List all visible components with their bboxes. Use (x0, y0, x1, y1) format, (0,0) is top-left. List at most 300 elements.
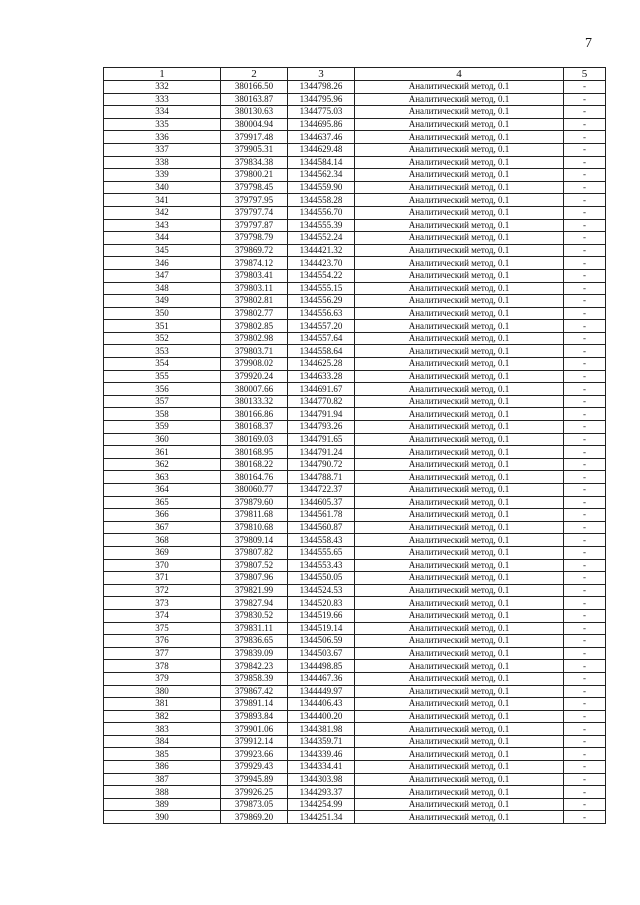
cell-y-coordinate: 1344795.96 (288, 93, 355, 106)
cell-point-number: 373 (104, 597, 221, 610)
cell-description: - (564, 597, 606, 610)
table-row (104, 408, 606, 421)
cell-y-coordinate: 1344449.97 (288, 685, 355, 698)
table-row (104, 358, 606, 371)
cell-point-number: 369 (104, 546, 221, 559)
cell-y-coordinate: 1344556.70 (288, 206, 355, 219)
cell-x-coordinate: 380007.66 (221, 383, 288, 396)
cell-description: - (564, 484, 606, 497)
cell-description: - (564, 257, 606, 270)
table-row (104, 761, 606, 774)
cell-point-number: 361 (104, 446, 221, 459)
table-row (104, 332, 606, 345)
cell-description: - (564, 635, 606, 648)
cell-description: - (564, 698, 606, 711)
cell-method: Аналитический метод, 0.1 (355, 723, 564, 736)
table-row (104, 534, 606, 547)
cell-y-coordinate: 1344506.59 (288, 635, 355, 648)
cell-method: Аналитический метод, 0.1 (355, 206, 564, 219)
table-row (104, 169, 606, 182)
cell-y-coordinate: 1344556.29 (288, 295, 355, 308)
cell-description: - (564, 156, 606, 169)
table-row (104, 282, 606, 295)
cell-description: - (564, 672, 606, 685)
cell-y-coordinate: 1344359.71 (288, 735, 355, 748)
cell-method: Аналитический метод, 0.1 (355, 395, 564, 408)
cell-method: Аналитический метод, 0.1 (355, 118, 564, 131)
cell-x-coordinate: 380168.37 (221, 421, 288, 434)
cell-point-number: 371 (104, 572, 221, 585)
cell-description: - (564, 433, 606, 446)
cell-y-coordinate: 1344381.98 (288, 723, 355, 736)
cell-description: - (564, 269, 606, 282)
cell-description: - (564, 332, 606, 345)
cell-method: Аналитический метод, 0.1 (355, 786, 564, 799)
cell-point-number: 339 (104, 169, 221, 182)
cell-x-coordinate: 380168.22 (221, 458, 288, 471)
cell-method: Аналитический метод, 0.1 (355, 710, 564, 723)
cell-y-coordinate: 1344558.28 (288, 194, 355, 207)
cell-point-number: 336 (104, 131, 221, 144)
cell-point-number: 364 (104, 484, 221, 497)
cell-method: Аналитический метод, 0.1 (355, 484, 564, 497)
cell-y-coordinate: 1344520.83 (288, 597, 355, 610)
cell-description: - (564, 773, 606, 786)
cell-point-number: 353 (104, 345, 221, 358)
cell-x-coordinate: 379797.95 (221, 194, 288, 207)
cell-y-coordinate: 1344555.65 (288, 546, 355, 559)
cell-description: - (564, 244, 606, 257)
cell-description: - (564, 496, 606, 509)
cell-point-number: 390 (104, 811, 221, 824)
cell-description: - (564, 584, 606, 597)
table-row (104, 257, 606, 270)
table-header-row (104, 68, 606, 81)
column-header-y-coordinate: 3 (288, 68, 355, 81)
cell-y-coordinate: 1344251.34 (288, 811, 355, 824)
table-row (104, 219, 606, 232)
cell-method: Аналитический метод, 0.1 (355, 295, 564, 308)
cell-point-number: 333 (104, 93, 221, 106)
cell-description: - (564, 345, 606, 358)
cell-point-number: 335 (104, 118, 221, 131)
cell-description: - (564, 81, 606, 94)
cell-method: Аналитический метод, 0.1 (355, 811, 564, 824)
cell-point-number: 359 (104, 421, 221, 434)
table-row (104, 370, 606, 383)
cell-description: - (564, 320, 606, 333)
cell-method: Аналитический метод, 0.1 (355, 635, 564, 648)
cell-method: Аналитический метод, 0.1 (355, 421, 564, 434)
cell-method: Аналитический метод, 0.1 (355, 496, 564, 509)
cell-method: Аналитический метод, 0.1 (355, 358, 564, 371)
table-row (104, 685, 606, 698)
cell-method: Аналитический метод, 0.1 (355, 320, 564, 333)
cell-y-coordinate: 1344293.37 (288, 786, 355, 799)
cell-x-coordinate: 379920.24 (221, 370, 288, 383)
column-header-description: 5 (564, 68, 606, 81)
cell-method: Аналитический метод, 0.1 (355, 131, 564, 144)
table-row (104, 320, 606, 333)
cell-point-number: 352 (104, 332, 221, 345)
cell-y-coordinate: 1344554.22 (288, 269, 355, 282)
cell-point-number: 383 (104, 723, 221, 736)
cell-y-coordinate: 1344406.43 (288, 698, 355, 711)
table-row (104, 244, 606, 257)
cell-x-coordinate: 379803.41 (221, 269, 288, 282)
cell-x-coordinate: 379901.06 (221, 723, 288, 736)
cell-point-number: 356 (104, 383, 221, 396)
cell-description: - (564, 295, 606, 308)
cell-point-number: 365 (104, 496, 221, 509)
cell-x-coordinate: 379869.72 (221, 244, 288, 257)
cell-x-coordinate: 380166.50 (221, 81, 288, 94)
cell-point-number: 363 (104, 471, 221, 484)
cell-x-coordinate: 379945.89 (221, 773, 288, 786)
cell-point-number: 378 (104, 660, 221, 673)
cell-method: Аналитический метод, 0.1 (355, 572, 564, 585)
cell-point-number: 342 (104, 206, 221, 219)
cell-method: Аналитический метод, 0.1 (355, 194, 564, 207)
cell-method: Аналитический метод, 0.1 (355, 433, 564, 446)
cell-x-coordinate: 379803.11 (221, 282, 288, 295)
cell-y-coordinate: 1344550.05 (288, 572, 355, 585)
cell-point-number: 351 (104, 320, 221, 333)
cell-description: - (564, 761, 606, 774)
cell-method: Аналитический метод, 0.1 (355, 735, 564, 748)
cell-description: - (564, 395, 606, 408)
cell-y-coordinate: 1344629.48 (288, 143, 355, 156)
cell-y-coordinate: 1344519.14 (288, 622, 355, 635)
cell-method: Аналитический метод, 0.1 (355, 169, 564, 182)
cell-point-number: 372 (104, 584, 221, 597)
cell-x-coordinate: 379867.42 (221, 685, 288, 698)
cell-description: - (564, 509, 606, 522)
cell-method: Аналитический метод, 0.1 (355, 748, 564, 761)
cell-point-number: 374 (104, 609, 221, 622)
table-row (104, 609, 606, 622)
cell-x-coordinate: 379830.52 (221, 609, 288, 622)
cell-method: Аналитический метод, 0.1 (355, 534, 564, 547)
cell-x-coordinate: 380169.03 (221, 433, 288, 446)
cell-description: - (564, 408, 606, 421)
cell-description: - (564, 282, 606, 295)
cell-point-number: 340 (104, 181, 221, 194)
cell-point-number: 385 (104, 748, 221, 761)
cell-method: Аналитический метод, 0.1 (355, 106, 564, 119)
cell-method: Аналитический метод, 0.1 (355, 685, 564, 698)
cell-x-coordinate: 379917.48 (221, 131, 288, 144)
table-row (104, 143, 606, 156)
table-body (104, 81, 606, 824)
cell-y-coordinate: 1344555.15 (288, 282, 355, 295)
cell-description: - (564, 219, 606, 232)
cell-point-number: 355 (104, 370, 221, 383)
table-row (104, 471, 606, 484)
cell-x-coordinate: 379797.87 (221, 219, 288, 232)
cell-method: Аналитический метод, 0.1 (355, 660, 564, 673)
table-row (104, 232, 606, 245)
cell-x-coordinate: 379893.84 (221, 710, 288, 723)
cell-description: - (564, 169, 606, 182)
cell-method: Аналитический метод, 0.1 (355, 93, 564, 106)
table-row (104, 723, 606, 736)
cell-method: Аналитический метод, 0.1 (355, 181, 564, 194)
cell-x-coordinate: 379821.99 (221, 584, 288, 597)
cell-method: Аналитический метод, 0.1 (355, 471, 564, 484)
cell-description: - (564, 798, 606, 811)
cell-x-coordinate: 380168.95 (221, 446, 288, 459)
cell-x-coordinate: 379905.31 (221, 143, 288, 156)
cell-y-coordinate: 1344788.71 (288, 471, 355, 484)
cell-description: - (564, 93, 606, 106)
cell-description: - (564, 647, 606, 660)
cell-description: - (564, 383, 606, 396)
cell-x-coordinate: 379834.38 (221, 156, 288, 169)
cell-point-number: 332 (104, 81, 221, 94)
cell-x-coordinate: 380130.63 (221, 106, 288, 119)
cell-method: Аналитический метод, 0.1 (355, 521, 564, 534)
cell-y-coordinate: 1344553.43 (288, 559, 355, 572)
cell-description: - (564, 118, 606, 131)
cell-description: - (564, 471, 606, 484)
table-row (104, 521, 606, 534)
table-row (104, 194, 606, 207)
cell-point-number: 382 (104, 710, 221, 723)
table-row (104, 710, 606, 723)
cell-description: - (564, 622, 606, 635)
cell-method: Аналитический метод, 0.1 (355, 647, 564, 660)
cell-point-number: 379 (104, 672, 221, 685)
cell-method: Аналитический метод, 0.1 (355, 232, 564, 245)
table-row (104, 395, 606, 408)
cell-y-coordinate: 1344503.67 (288, 647, 355, 660)
cell-x-coordinate: 379802.81 (221, 295, 288, 308)
cell-description: - (564, 521, 606, 534)
table-row (104, 156, 606, 169)
cell-description: - (564, 685, 606, 698)
cell-x-coordinate: 379802.85 (221, 320, 288, 333)
cell-method: Аналитический метод, 0.1 (355, 257, 564, 270)
cell-method: Аналитический метод, 0.1 (355, 546, 564, 559)
page-number: 7 (585, 36, 592, 51)
cell-description: - (564, 572, 606, 585)
cell-y-coordinate: 1344561.78 (288, 509, 355, 522)
cell-y-coordinate: 1344254.99 (288, 798, 355, 811)
table-row (104, 458, 606, 471)
cell-x-coordinate: 380060.77 (221, 484, 288, 497)
cell-y-coordinate: 1344790.72 (288, 458, 355, 471)
cell-x-coordinate: 379912.14 (221, 735, 288, 748)
cell-description: - (564, 660, 606, 673)
table-row (104, 647, 606, 660)
column-header-x-coordinate: 2 (221, 68, 288, 81)
table-row (104, 798, 606, 811)
cell-method: Аналитический метод, 0.1 (355, 622, 564, 635)
cell-point-number: 375 (104, 622, 221, 635)
column-header-point-number: 1 (104, 68, 221, 81)
cell-point-number: 388 (104, 786, 221, 799)
cell-y-coordinate: 1344552.24 (288, 232, 355, 245)
cell-method: Аналитический метод, 0.1 (355, 609, 564, 622)
cell-x-coordinate: 379807.96 (221, 572, 288, 585)
cell-y-coordinate: 1344791.65 (288, 433, 355, 446)
cell-x-coordinate: 379802.77 (221, 307, 288, 320)
cell-point-number: 384 (104, 735, 221, 748)
cell-point-number: 341 (104, 194, 221, 207)
cell-x-coordinate: 379807.52 (221, 559, 288, 572)
table-row (104, 307, 606, 320)
table-row (104, 622, 606, 635)
cell-description: - (564, 710, 606, 723)
cell-description: - (564, 723, 606, 736)
cell-description: - (564, 735, 606, 748)
cell-description: - (564, 358, 606, 371)
column-header-method: 4 (355, 68, 564, 81)
table-row (104, 131, 606, 144)
cell-point-number: 345 (104, 244, 221, 257)
cell-point-number: 337 (104, 143, 221, 156)
cell-description: - (564, 546, 606, 559)
cell-x-coordinate: 379807.82 (221, 546, 288, 559)
cell-method: Аналитический метод, 0.1 (355, 383, 564, 396)
cell-x-coordinate: 380164.76 (221, 471, 288, 484)
cell-point-number: 338 (104, 156, 221, 169)
cell-y-coordinate: 1344560.87 (288, 521, 355, 534)
cell-description: - (564, 748, 606, 761)
table-row (104, 269, 606, 282)
cell-point-number: 346 (104, 257, 221, 270)
cell-x-coordinate: 379874.12 (221, 257, 288, 270)
cell-y-coordinate: 1344423.70 (288, 257, 355, 270)
cell-x-coordinate: 379879.60 (221, 496, 288, 509)
cell-y-coordinate: 1344421.32 (288, 244, 355, 257)
cell-description: - (564, 609, 606, 622)
cell-y-coordinate: 1344557.20 (288, 320, 355, 333)
cell-method: Аналитический метод, 0.1 (355, 798, 564, 811)
cell-x-coordinate: 379873.05 (221, 798, 288, 811)
cell-x-coordinate: 379836.65 (221, 635, 288, 648)
cell-point-number: 347 (104, 269, 221, 282)
table-row (104, 106, 606, 119)
cell-y-coordinate: 1344562.34 (288, 169, 355, 182)
table-row (104, 597, 606, 610)
cell-y-coordinate: 1344557.64 (288, 332, 355, 345)
cell-x-coordinate: 379827.94 (221, 597, 288, 610)
cell-description: - (564, 559, 606, 572)
table-row (104, 811, 606, 824)
cell-x-coordinate: 379803.71 (221, 345, 288, 358)
cell-description: - (564, 458, 606, 471)
cell-method: Аналитический метод, 0.1 (355, 81, 564, 94)
cell-x-coordinate: 379831.11 (221, 622, 288, 635)
cell-point-number: 362 (104, 458, 221, 471)
cell-method: Аналитический метод, 0.1 (355, 332, 564, 345)
cell-y-coordinate: 1344775.03 (288, 106, 355, 119)
cell-description: - (564, 206, 606, 219)
table-row (104, 345, 606, 358)
table-row (104, 484, 606, 497)
cell-y-coordinate: 1344695.86 (288, 118, 355, 131)
cell-method: Аналитический метод, 0.1 (355, 345, 564, 358)
cell-method: Аналитический метод, 0.1 (355, 307, 564, 320)
cell-point-number: 343 (104, 219, 221, 232)
cell-point-number: 366 (104, 509, 221, 522)
coordinates-table (103, 67, 606, 824)
cell-x-coordinate: 379800.21 (221, 169, 288, 182)
cell-x-coordinate: 379810.68 (221, 521, 288, 534)
cell-point-number: 349 (104, 295, 221, 308)
cell-y-coordinate: 1344625.28 (288, 358, 355, 371)
cell-description: - (564, 786, 606, 799)
cell-y-coordinate: 1344770.82 (288, 395, 355, 408)
table-row (104, 773, 606, 786)
cell-description: - (564, 106, 606, 119)
cell-x-coordinate: 380163.87 (221, 93, 288, 106)
cell-method: Аналитический метод, 0.1 (355, 458, 564, 471)
cell-method: Аналитический метод, 0.1 (355, 282, 564, 295)
cell-method: Аналитический метод, 0.1 (355, 408, 564, 421)
cell-description: - (564, 446, 606, 459)
table-row (104, 93, 606, 106)
cell-y-coordinate: 1344400.20 (288, 710, 355, 723)
cell-method: Аналитический метод, 0.1 (355, 370, 564, 383)
cell-point-number: 376 (104, 635, 221, 648)
cell-point-number: 357 (104, 395, 221, 408)
cell-x-coordinate: 379929.43 (221, 761, 288, 774)
table-row (104, 698, 606, 711)
cell-description: - (564, 370, 606, 383)
table-row (104, 181, 606, 194)
cell-method: Аналитический метод, 0.1 (355, 698, 564, 711)
cell-x-coordinate: 379798.79 (221, 232, 288, 245)
cell-method: Аналитический метод, 0.1 (355, 219, 564, 232)
cell-x-coordinate: 379809.14 (221, 534, 288, 547)
table-row (104, 559, 606, 572)
cell-x-coordinate: 379802.98 (221, 332, 288, 345)
cell-method: Аналитический метод, 0.1 (355, 761, 564, 774)
cell-y-coordinate: 1344334.41 (288, 761, 355, 774)
table-row (104, 584, 606, 597)
cell-y-coordinate: 1344691.67 (288, 383, 355, 396)
cell-point-number: 354 (104, 358, 221, 371)
cell-description: - (564, 181, 606, 194)
cell-point-number: 387 (104, 773, 221, 786)
cell-point-number: 389 (104, 798, 221, 811)
table-row (104, 446, 606, 459)
cell-point-number: 377 (104, 647, 221, 660)
cell-method: Аналитический метод, 0.1 (355, 773, 564, 786)
cell-method: Аналитический метод, 0.1 (355, 672, 564, 685)
table-row (104, 509, 606, 522)
cell-description: - (564, 534, 606, 547)
cell-y-coordinate: 1344467.36 (288, 672, 355, 685)
table-row (104, 546, 606, 559)
cell-description: - (564, 307, 606, 320)
cell-x-coordinate: 379798.45 (221, 181, 288, 194)
cell-y-coordinate: 1344556.63 (288, 307, 355, 320)
cell-description: - (564, 232, 606, 245)
cell-point-number: 380 (104, 685, 221, 698)
cell-description: - (564, 131, 606, 144)
table-row (104, 572, 606, 585)
cell-point-number: 350 (104, 307, 221, 320)
cell-y-coordinate: 1344558.43 (288, 534, 355, 547)
cell-method: Аналитический метод, 0.1 (355, 156, 564, 169)
table-row (104, 672, 606, 685)
cell-method: Аналитический метод, 0.1 (355, 509, 564, 522)
cell-point-number: 358 (104, 408, 221, 421)
